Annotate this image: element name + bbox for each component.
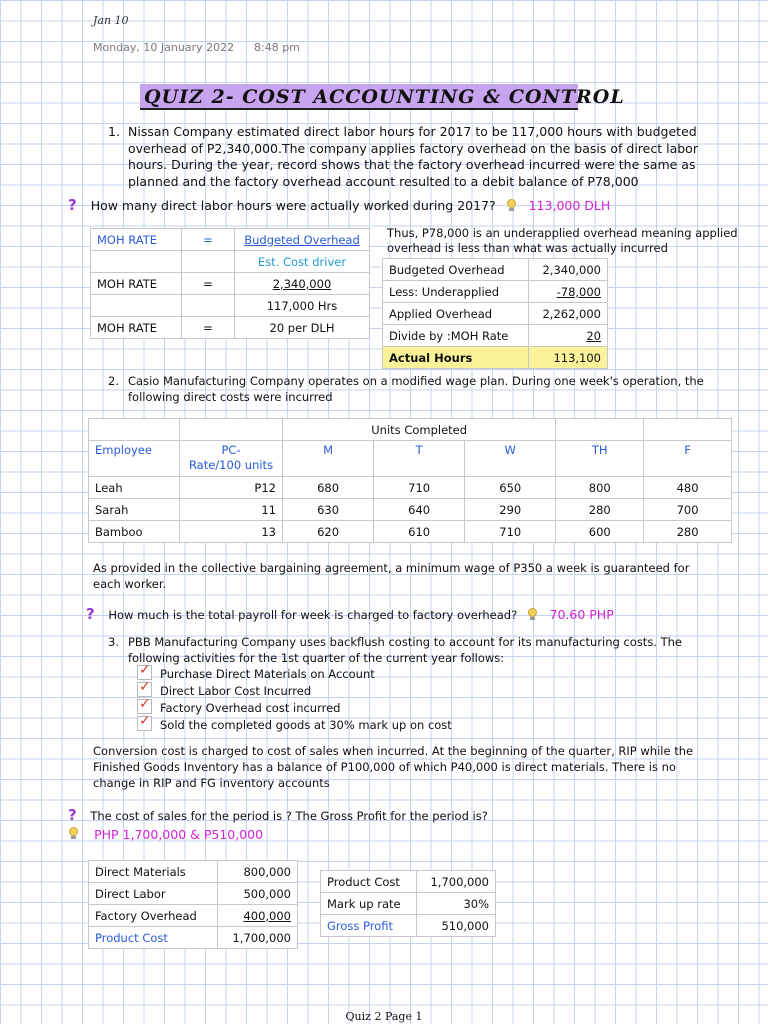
table-cell — [91, 251, 182, 273]
table-cell: Bamboo — [89, 521, 180, 543]
table-row — [383, 347, 608, 369]
checklist-item — [137, 682, 452, 699]
q3-checklist — [137, 665, 452, 733]
table-cell: 630 — [283, 499, 374, 521]
table-cell — [89, 419, 180, 441]
table-row — [89, 419, 732, 441]
column-header: T — [374, 441, 465, 477]
table-cell: 650 — [465, 477, 556, 499]
q2-provision: As provided in the collective bargaining agreement, a minimum wage of P350 a week is guaranteed for each worker. — [93, 561, 690, 591]
q1-number: 1. — [108, 124, 120, 139]
table-cell — [182, 295, 235, 317]
table-row — [89, 905, 298, 927]
table-cell: 20 per DLH — [235, 317, 370, 339]
checkbox-checked-icon — [137, 699, 152, 714]
table-cell: 480 — [644, 477, 732, 499]
table-cell: 113,100 — [529, 347, 608, 369]
wage-table — [88, 418, 732, 543]
overhead-computation-table — [382, 258, 608, 369]
lightbulb-icon — [506, 199, 517, 212]
column-header: Employee — [89, 441, 180, 477]
table-cell: 20 — [529, 325, 608, 347]
q1-note: Thus, P78,000 is an underapplied overhead meaning applied overhead is less than what was actually incurred — [387, 226, 738, 255]
checklist-item-label: Factory Overhead cost incurred — [160, 701, 341, 715]
table-row — [321, 915, 496, 937]
q3-question: The cost of sales for the period is ? The Gross Profit for the period is? — [90, 809, 488, 823]
table-row — [321, 871, 496, 893]
table-cell: Est. Cost driver — [235, 251, 370, 273]
q3-paragraph: Conversion cost is charged to cost of sales when incurred. At the beginning of the quarter, RIP while the Finished Goods Inventory has a balance of P100,000 of which P40,000 is direct materials. There is no change in RIP and FG inventory accounts — [93, 744, 694, 790]
table-cell: 2,340,000 — [235, 273, 370, 295]
q2-answer: 70.60 PHP — [549, 607, 614, 622]
gross-profit-table — [320, 870, 496, 937]
table-cell: 1,700,000 — [416, 871, 495, 893]
q3-answer-row — [68, 824, 263, 843]
table-cell: 800 — [556, 477, 644, 499]
lightbulb-icon — [68, 827, 79, 840]
table-cell: 700 — [644, 499, 732, 521]
q1-question-row — [68, 197, 610, 215]
table-cell: 280 — [556, 499, 644, 521]
q2-text: Casio Manufacturing Company operates on a modified wage plan. During one week's operation, the following direct costs were incurred — [128, 374, 704, 404]
q3-number: 3. — [108, 635, 119, 649]
q2-number: 2. — [108, 374, 119, 388]
note-time: 8:48 pm — [254, 41, 300, 54]
table-cell: = — [182, 317, 235, 339]
question-icon: ? — [86, 605, 95, 623]
checklist-item-label: Direct Labor Cost Incurred — [160, 684, 312, 698]
lightbulb-icon — [527, 608, 538, 621]
checklist-item — [137, 665, 452, 682]
table-cell: 600 — [556, 521, 644, 543]
page-title: QUIZ 2- COST ACCOUNTING & CONTROL — [140, 84, 578, 110]
table-row — [383, 259, 608, 281]
table-cell: Budgeted Overhead — [383, 259, 529, 281]
product-cost-table — [88, 860, 298, 949]
table-cell — [556, 419, 644, 441]
table-cell: 30% — [416, 893, 495, 915]
table-row — [91, 295, 370, 317]
table-cell: 620 — [283, 521, 374, 543]
column-header: M — [283, 441, 374, 477]
table-cell: Applied Overhead — [383, 303, 529, 325]
table-cell: 710 — [465, 521, 556, 543]
table-row — [321, 893, 496, 915]
table-cell: = — [182, 229, 235, 251]
table-cell: 117,000 Hrs — [235, 295, 370, 317]
q2-question: How much is the total payroll for week is charged to factory overhead? — [108, 608, 518, 622]
table-cell: Product Cost — [89, 927, 218, 949]
table-cell: MOH RATE — [91, 273, 182, 295]
checklist-item — [137, 699, 452, 716]
table-row — [91, 273, 370, 295]
checklist-item — [137, 716, 452, 733]
units-completed-header: Units Completed — [283, 419, 556, 441]
page-footer: Quiz 2 Page 1 — [345, 1010, 423, 1023]
table-cell: Leah — [89, 477, 180, 499]
table-row — [89, 883, 298, 905]
table-cell: P12 — [180, 477, 283, 499]
table-cell: 2,340,000 — [529, 259, 608, 281]
table-cell: 800,000 — [217, 861, 297, 883]
table-cell: 280 — [644, 521, 732, 543]
table-row — [89, 927, 298, 949]
table-cell: Direct Labor — [89, 883, 218, 905]
table-row — [89, 441, 732, 477]
table-cell: 680 — [283, 477, 374, 499]
signature: Jan 10 — [93, 14, 129, 27]
table-cell: MOH RATE — [91, 229, 182, 251]
table-cell: 11 — [180, 499, 283, 521]
table-cell: Less: Underapplied — [383, 281, 529, 303]
table-cell: = — [182, 273, 235, 295]
checklist-item-label: Purchase Direct Materials on Account — [160, 667, 375, 681]
table-cell — [182, 251, 235, 273]
table-row — [383, 281, 608, 303]
column-header: PC- Rate/100 units — [180, 441, 283, 477]
moh-rate-table — [90, 228, 370, 339]
table-row — [383, 303, 608, 325]
checklist-item-label: Sold the completed goods at 30% mark up on cost — [160, 718, 452, 732]
q1-question: How many direct labor hours were actually worked during 2017? — [90, 198, 496, 213]
table-cell — [180, 419, 283, 441]
q1-answer: 113,000 DLH — [528, 198, 611, 213]
table-cell: -78,000 — [529, 281, 608, 303]
column-header: W — [465, 441, 556, 477]
q1-text: Nissan Company estimated direct labor hours for 2017 to be 117,000 hours with budgeted overhead of P2,340,000.The company applies factory overhead on the basis of direct labor hours. During the year, record shows that the factory overhead incurred were the same as planned and the factory overhead account resulted to a debit balance of P78,000 — [128, 124, 698, 189]
question-icon: ? — [68, 196, 77, 214]
table-cell: MOH RATE — [91, 317, 182, 339]
table-row — [91, 229, 370, 251]
table-cell: Divide by :MOH Rate — [383, 325, 529, 347]
table-cell: Budgeted Overhead — [235, 229, 370, 251]
table-row — [89, 477, 732, 499]
question-icon: ? — [68, 806, 77, 824]
table-cell: 400,000 — [217, 905, 297, 927]
checkbox-checked-icon — [137, 665, 152, 680]
table-cell: 290 — [465, 499, 556, 521]
table-cell: Sarah — [89, 499, 180, 521]
table-cell: 610 — [374, 521, 465, 543]
column-header: TH — [556, 441, 644, 477]
checkbox-checked-icon — [137, 682, 152, 697]
table-cell: 510,000 — [416, 915, 495, 937]
table-cell: Product Cost — [321, 871, 417, 893]
q3-text: PBB Manufacturing Company uses backflush costing to account for its manufacturing costs. The following activities for the 1st quarter of the current year follows: — [128, 635, 683, 665]
table-row — [89, 861, 298, 883]
column-header: F — [644, 441, 732, 477]
q2-question-row — [86, 605, 614, 623]
table-cell — [644, 419, 732, 441]
table-cell: Gross Profit — [321, 915, 417, 937]
note-date: Monday, 10 January 2022 — [93, 41, 235, 54]
table-cell: 710 — [374, 477, 465, 499]
table-cell: Direct Materials — [89, 861, 218, 883]
table-cell — [91, 295, 182, 317]
table-cell: 500,000 — [217, 883, 297, 905]
table-row — [383, 325, 608, 347]
table-cell: Mark up rate — [321, 893, 417, 915]
table-cell: Factory Overhead — [89, 905, 218, 927]
table-row — [89, 499, 732, 521]
table-cell: 640 — [374, 499, 465, 521]
q3-question-row — [68, 806, 488, 824]
table-row — [89, 521, 732, 543]
table-cell: Actual Hours — [383, 347, 529, 369]
checkbox-checked-icon — [137, 716, 152, 731]
q3-answer: PHP 1,700,000 & P510,000 — [94, 827, 264, 842]
table-cell: 1,700,000 — [217, 927, 297, 949]
table-row — [91, 251, 370, 273]
table-cell: 13 — [180, 521, 283, 543]
table-cell: 2,262,000 — [529, 303, 608, 325]
table-row — [91, 317, 370, 339]
